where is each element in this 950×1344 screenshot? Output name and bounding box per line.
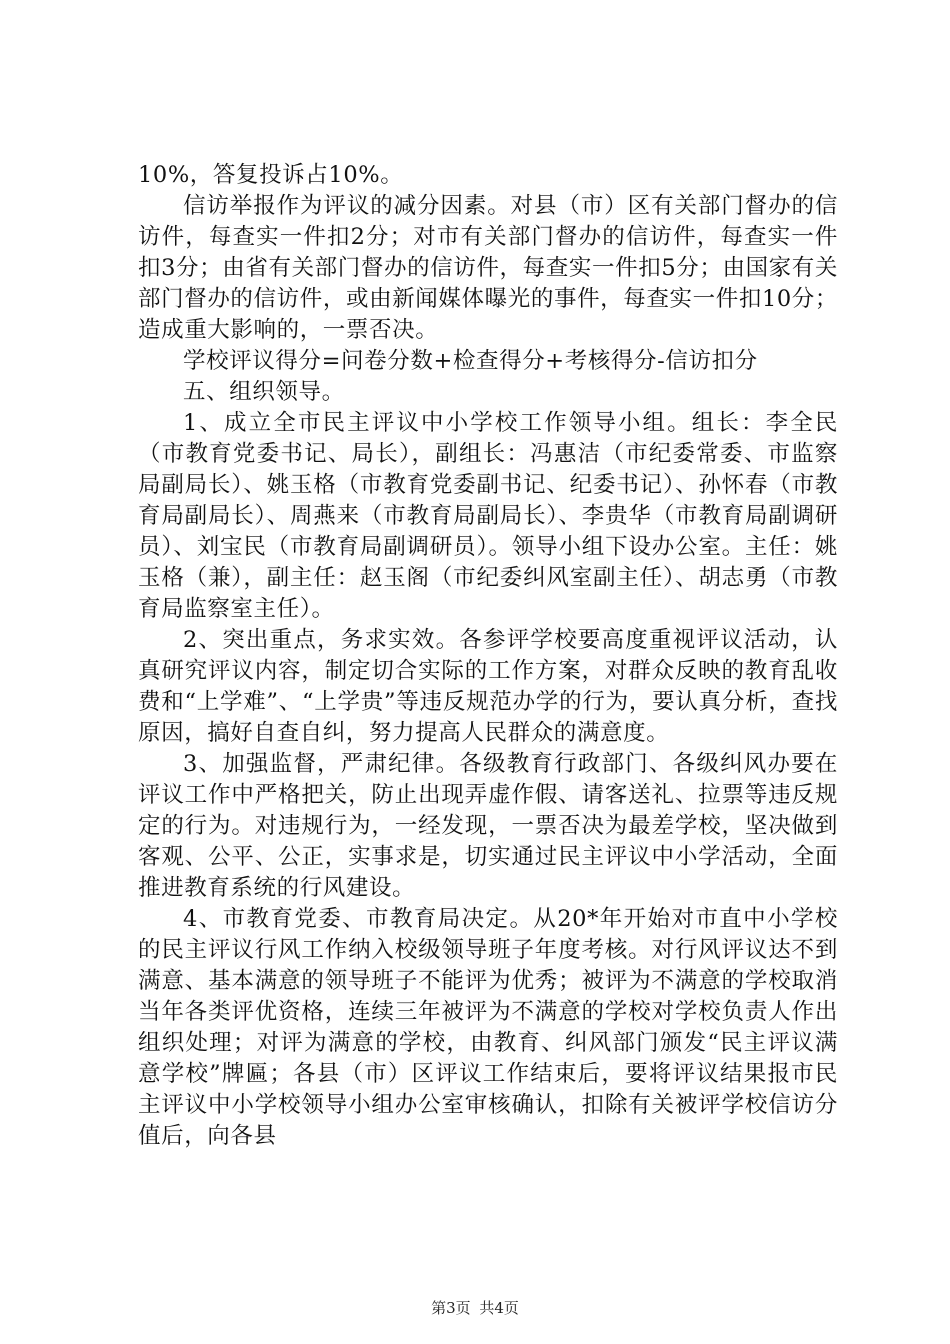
- paragraph-5: 1、成立全市民主评议中小学校工作领导小组。组长：李全民（市教育党委书记、局长），副组长：冯惠洁（市纪委常委、市监察局副局长）、姚玉格（市教育党委副书记、纪委书记）、孙怀春（市教育局副局长）、周燕来（市教育局副局长）、李贵华（市教育局副调研员）、刘宝民（市教育局副调研员）。领导小组下设办公室。主任：姚玉格（兼），副主任：赵玉阁（市纪委纠风室副主任）、胡志勇（市教育局监察室主任）。: [138, 410, 838, 622]
- paragraph-1: 10%，答复投诉占10%。: [138, 162, 404, 188]
- paragraph-4: 五、组织领导。: [183, 379, 345, 405]
- paragraph-2: 信访举报作为评议的减分因素。对县（市）区有关部门督办的信访件，每查实一件扣2分；对市有关部门督办的信访件，每查实一件扣3分；由省有关部门督办的信访件，每查实一件扣5分；由国家有关部门督办的信访件，或由新闻媒体曝光的事件，每查实一件扣10分；造成重大影响的，一票否决。: [138, 193, 838, 343]
- paragraph-7: 3、加强监督，严肃纪律。各级教育行政部门、各级纠风办要在评议工作中严格把关，防止出现弄虚作假、请客送礼、拉票等违反规定的行为。对违规行为，一经发现，一票否决为最差学校，坚决做到客观、公平、公正，实事求是，切实通过民主评议中小学活动，全面推进教育系统的行风建设。: [138, 751, 838, 901]
- page-number-total: 共4页: [479, 1299, 519, 1317]
- document-body: [138, 160, 838, 1152]
- paragraph-8: 4、市教育党委、市教育局决定。从20*年开始对市直中小学校的民主评议行风工作纳入校级领导班子年度考核。对行风评议达不到满意、基本满意的领导班子不能评为优秀；被评为不满意的学校取消当年各类评优资格，连续三年被评为不满意的学校对学校负责人作出组织处理；对评为满意的学校，由教育、纠风部门颁发“民主评议满意学校”牌匾；各县（市）区评议工作结束后，要将评议结果报市民主评议中小学校领导小组办公室审核确认，扣除有关被评学校信访分值后，向各县: [138, 906, 838, 1149]
- paragraph-6: 2、突出重点，务求实效。各参评学校要高度重视评议活动，认真研究评议内容，制定切合实际的工作方案，对群众反映的教育乱收费和“上学难”、“上学贵”等违反规范办学的行为，要认真分析，查找原因，搞好自查自纠，努力提高人民群众的满意度。: [138, 627, 838, 746]
- page-footer: [0, 1298, 950, 1318]
- paragraph-3: 学校评议得分=问卷分数+检查得分+考核得分-信访扣分: [183, 348, 758, 374]
- page-number-current: 第3页: [431, 1299, 471, 1317]
